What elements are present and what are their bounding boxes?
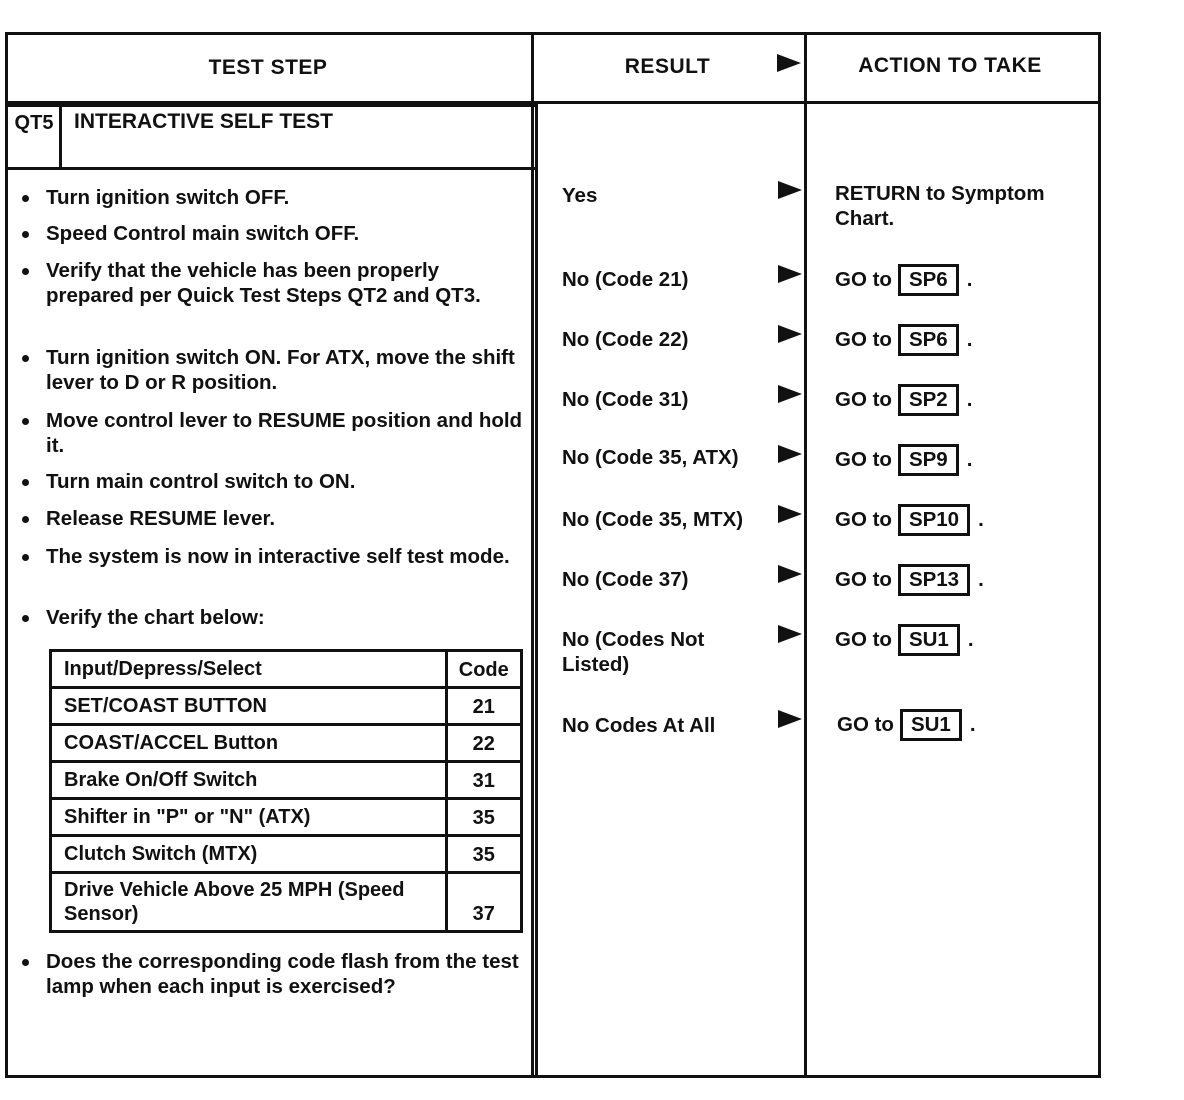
- bullet-icon: [22, 516, 29, 523]
- action-go-su1: GO to SU1 .: [835, 624, 1085, 656]
- table-row: [51, 799, 522, 836]
- instruction-item: Release RESUME lever.: [18, 506, 523, 531]
- step-reference: SU1: [900, 709, 962, 741]
- header-rule-shadow: [5, 104, 535, 107]
- column-header-input: Input/Depress/Select: [51, 651, 447, 688]
- action-go-sp2: GO to SP2 .: [835, 384, 1085, 416]
- arrow-icon: [778, 265, 802, 283]
- arrow-icon: [778, 505, 802, 523]
- action-return: RETURN to Symptom Chart.: [835, 182, 1045, 230]
- code-cell: 31: [446, 762, 521, 799]
- step-reference: SP9: [898, 444, 959, 476]
- step-reference: SP13: [898, 564, 970, 596]
- result-code-35-mtx: No (Code 35, MTX): [562, 508, 744, 531]
- result-code-35-atx: No (Code 35, ATX): [562, 446, 739, 469]
- result-code-31: No (Code 31): [562, 388, 689, 411]
- code-cell: 21: [446, 688, 521, 725]
- action-go-su1: GO to SU1 .: [837, 709, 1087, 741]
- input-cell: Brake On/Off Switch: [51, 762, 447, 799]
- bullet-icon: [22, 418, 29, 425]
- column-divider-1: [531, 32, 534, 1078]
- table-row: [51, 725, 522, 762]
- header-result: RESULT: [624, 55, 711, 78]
- step-reference: SU1: [898, 624, 960, 656]
- result-yes: Yes: [562, 184, 598, 207]
- header-test-step: TEST STEP: [208, 56, 328, 79]
- code-table: [49, 649, 523, 933]
- step-title: INTERACTIVE SELF TEST: [74, 110, 334, 133]
- input-cell: Drive Vehicle Above 25 MPH (Speed Sensor): [51, 873, 447, 932]
- arrow-icon: [778, 625, 802, 643]
- code-cell: 35: [446, 836, 521, 873]
- bullet-icon: [22, 615, 29, 622]
- action-go-sp9: GO to SP9 .: [835, 444, 1085, 476]
- arrow-icon: [778, 181, 802, 199]
- code-cell: 37: [446, 873, 521, 932]
- instruction-item: Verify that the vehicle has been properly prepared per Quick Test Steps QT2 and QT3.: [18, 258, 523, 308]
- instruction-item: Turn main control switch to ON.: [18, 469, 523, 494]
- column-header-code: Code: [446, 651, 521, 688]
- bullet-icon: [22, 231, 29, 238]
- result-code-21: No (Code 21): [562, 268, 689, 291]
- final-question: Does the corresponding code flash from the test lamp when each input is exercised?: [18, 949, 528, 999]
- action-go-sp6: GO to SP6 .: [835, 264, 1085, 296]
- input-cell: Clutch Switch (MTX): [51, 836, 447, 873]
- table-row: [51, 836, 522, 873]
- step-reference: SP10: [898, 504, 970, 536]
- step-reference: SP6: [898, 324, 959, 356]
- step-reference: SP6: [898, 264, 959, 296]
- result-code-22: No (Code 22): [562, 328, 689, 351]
- action-go-sp13: GO to SP13 .: [835, 564, 1085, 596]
- instruction-item: Move control lever to RESUME position and hold it.: [18, 408, 523, 458]
- step-id: QT5: [14, 112, 54, 134]
- input-cell: COAST/ACCEL Button: [51, 725, 447, 762]
- instruction-item: The system is now in interactive self test mode.: [18, 544, 523, 569]
- input-cell: Shifter in "P" or "N" (ATX): [51, 799, 447, 836]
- bullet-icon: [22, 268, 29, 275]
- result-code-37: No (Code 37): [562, 568, 689, 591]
- arrow-icon: [778, 565, 802, 583]
- step-title-rule: [5, 167, 535, 170]
- instruction-item: Turn ignition switch ON. For ATX, move the shift lever to D or R position.: [18, 345, 523, 395]
- instruction-item: Verify the chart below:: [18, 605, 523, 630]
- step-reference: SP2: [898, 384, 959, 416]
- arrow-icon: [778, 325, 802, 343]
- table-header-row: [51, 651, 522, 688]
- instruction-item: Turn ignition switch OFF.: [18, 185, 523, 210]
- bullet-icon: [22, 554, 29, 561]
- bullet-icon: [22, 195, 29, 202]
- code-cell: 35: [446, 799, 521, 836]
- code-cell: 22: [446, 725, 521, 762]
- arrow-icon: [778, 710, 802, 728]
- table-row: [51, 688, 522, 725]
- input-cell: SET/COAST BUTTON: [51, 688, 447, 725]
- table-row: [51, 873, 522, 932]
- bullet-icon: [22, 479, 29, 486]
- header-action: ACTION TO TAKE: [858, 54, 1042, 77]
- bullet-icon: [22, 355, 29, 362]
- column-divider-2: [804, 32, 807, 1078]
- result-codes-not-listed: No (Codes Not Listed): [562, 628, 705, 676]
- action-go-sp6: GO to SP6 .: [835, 324, 1085, 356]
- arrow-icon: [778, 385, 802, 403]
- step-id-divider: [59, 104, 62, 169]
- header-arrow-icon: [777, 54, 801, 72]
- action-go-sp10: GO to SP10 .: [835, 504, 1085, 536]
- table-row: [51, 762, 522, 799]
- instruction-item: Speed Control main switch OFF.: [18, 221, 523, 246]
- column-divider-1b: [535, 103, 538, 1078]
- result-no-codes: No Codes At All: [562, 714, 716, 737]
- bullet-icon: [22, 959, 29, 966]
- arrow-icon: [778, 445, 802, 463]
